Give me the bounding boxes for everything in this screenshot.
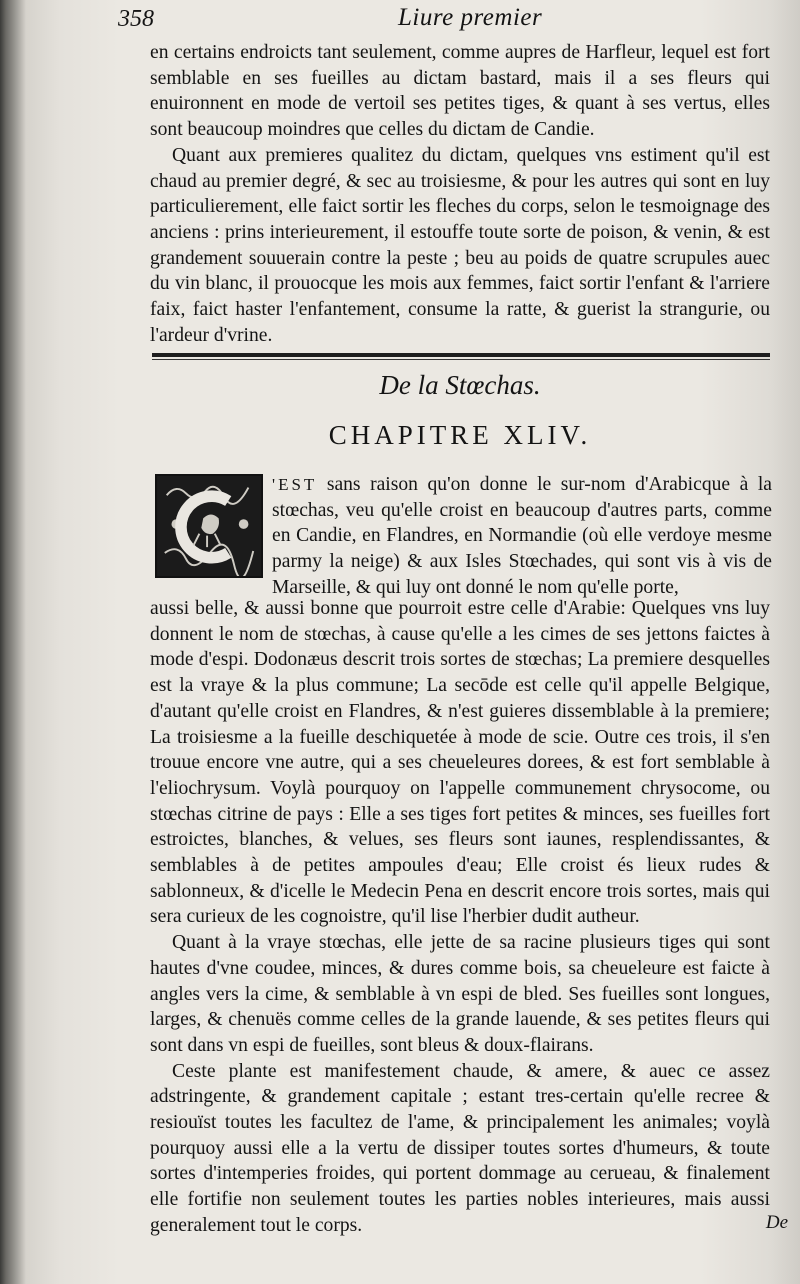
first-paragraph-beside-initial — [272, 472, 772, 601]
ornamental-initial-icon — [157, 476, 261, 576]
opening-lines: sans raison qu'on donne le sur-nom d'Arabicque à la stœchas, veu qu'elle croist en beaucoup d'autres parts, comme en Candie, en Flandres, en Normandie (où elle verdoye mesme parmy la neige) & aux Isles Stœchades, qui sont vis à vis de Marseille, & qui luy ont donné le nom qu'elle porte, — [272, 474, 772, 598]
smallcaps-opening: 'EST — [272, 475, 318, 494]
paragraph-stoechas-virtues: Ceste plante est manifestement chaude, & amere, & auec ce assez adstringente, & grandement capitale ; estant tres-certain qu'elle recree & resiouïst toutes les facultez de l'ame, & principalement les animales; voylà pourquoy aussi elle a la vertu de dissiper toutes sortes d'humeurs, & toute sortes d'intemperies froides, qui portent dommage au cerueau, & finalement elle fortifie non seulement toutes les parties nobles interieures, mais aussi generalement tout le corps. — [150, 1060, 770, 1236]
gutter-shadow — [0, 0, 26, 1284]
paragraph-stoechas-kinds: aussi belle, & aussi bonne que pourroit estre celle d'Arabie: Quelques vns luy donnent le nom de stœchas, à cause qu'elle a les cimes de ses jettons faictes à mode d'espi. Dodonæus descrit trois sortes de stœchas; La premiere desquelles est la vraye & la plus commune; La secōde est celle qu'il appelle Belgique, d'autant qu'elle croist en Flandres, & n'est guieres dissemblable à la premiere; La troisiesme a la fueille deschiquetée à mode de scie. Outre ces trois, il s'en trouue encore vne autre, qui a ses cheueleures dorees, & est fort semblable à l'eliochrysum. Voylà pourquoy on l'appelle communement chrysocome, ou stœchas citrine de pays : Elle a ses tiges fort petites & minces, ses fueilles fort estroictes, blanches, & velues, ses fleurs sont iaunes, resplendissantes, & semblables à de petites ampoules d'eau; Elle croist és lieux rudes & sablonneux, & d'icelle le Medecin Pena en descrit encore trois sortes, mais qui sera curieux de les cognoistre, qu'il lise l'herbier dudit autheur. — [150, 598, 770, 928]
main-text-block — [150, 596, 770, 1239]
paragraph-dictam-qualities: Quant aux premieres qualitez du dictam, quelques vns estiment qu'il est chaud au premier degré, & sec au troisiesme, & pour les autres qui sont en luy particulierement, elle faict sortir les fleches du corps, selon le tesmoignage des anciens : prins interieurement, il estouffe toute sorte de poison, & venin, & est grandement souuerain contre la peste ; beu au poids de quatre scrupules auec du vin blanc, il prouocque les mois aux femmes, faict sortir l'enfant & l'arriere faix, faict haster l'enfantement, consume la ratte, & guerist la strangurie, ou l'ardeur d'vrine. — [150, 144, 770, 346]
section-divider — [152, 353, 770, 357]
top-text-block — [150, 40, 770, 348]
page-number: 358 — [118, 6, 154, 32]
ornamental-initial-c — [155, 474, 263, 578]
section-title: De la Stœchas. — [379, 370, 541, 400]
first-paragraph-opening — [272, 472, 772, 601]
paragraph-continuation: en certains endroicts tant seulement, comme aupres de Harfleur, lequel est fort semblable en ses fueilles au dictam bastard, mais il a ses fleurs qui enuironnent en mode de vertoil ses petites tiges, & quant à ses vertus, elles sont beaucoup moindres que celles du dictam de Candie. — [150, 42, 770, 141]
running-title: Liure premier — [398, 4, 543, 31]
page-header — [118, 2, 758, 38]
chapter-title: CHAPITRE XLIV. — [328, 420, 592, 450]
catchword: De — [765, 1212, 788, 1233]
paragraph-true-stoechas: Quant à la vraye stœchas, elle jette de sa racine plusieurs tiges qui sont hautes d'vne coudee, minces, & dures comme bois, sa cheueleure est faicte à angles vers la cime, & semblable à vn espi de bled. Ses fueilles sont longues, larges, & chenuës comme celles de la grande lauende, & ses petites fleurs qui sont dans vn espi de fueilles, sont bleus & doux-flairans. — [150, 932, 770, 1056]
